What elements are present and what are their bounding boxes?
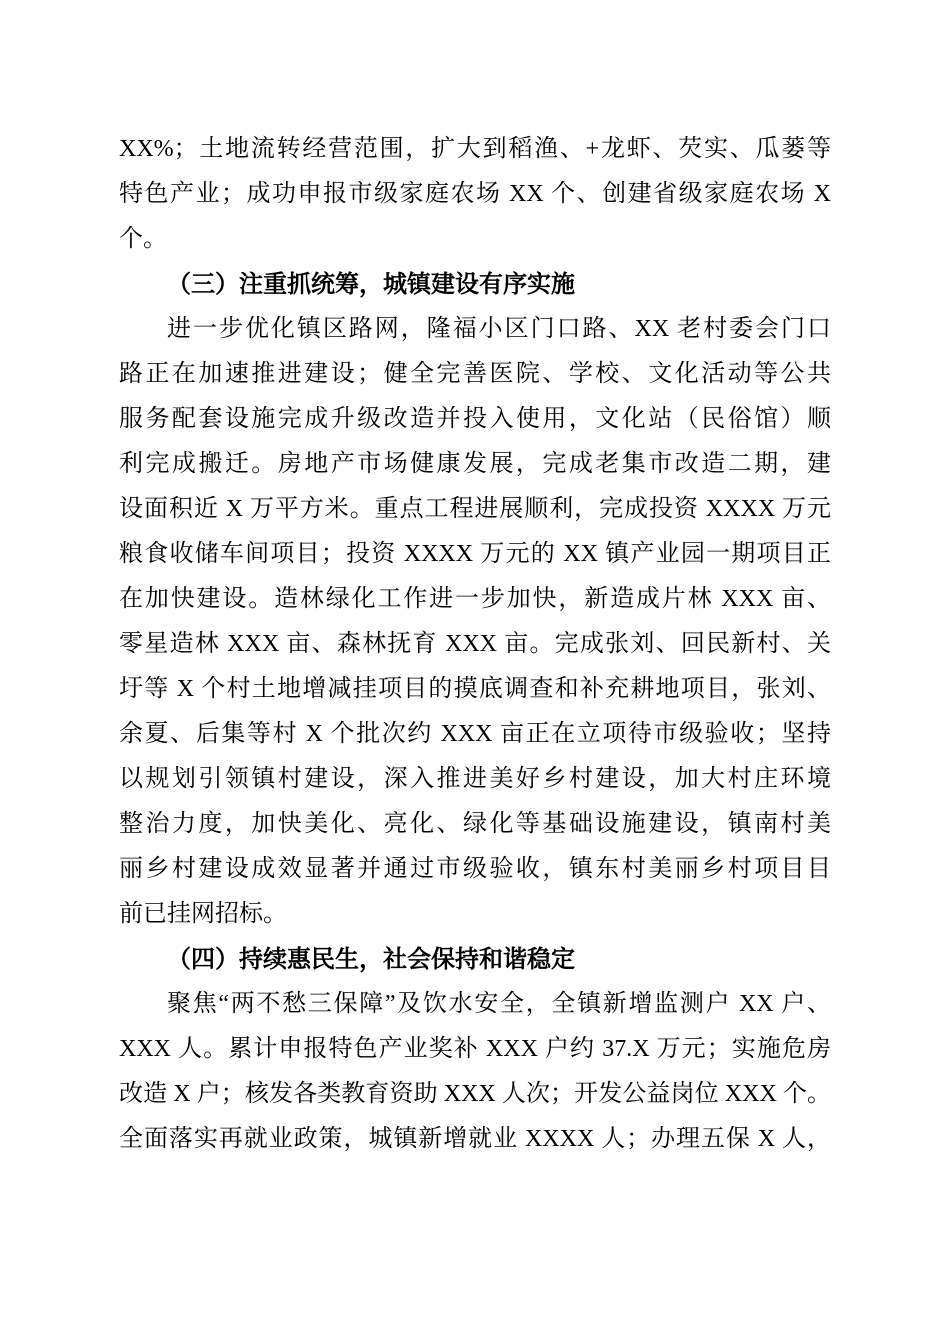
text-line: 前已挂网招标。: [119, 901, 287, 927]
text-line: 个。: [119, 226, 167, 252]
section-heading: （四）持续惠民生，社会保持和谐稳定: [167, 946, 575, 973]
text-line: XX%；土地流转经营范围，扩大到稻渔、+龙虾、芡实、瓜蒌等: [119, 136, 831, 162]
text-line: 整治力度，加快美化、亮化、绿化等基础设施建设，镇南村美: [119, 811, 831, 837]
section-heading-4: [119, 937, 831, 982]
text-line: 聚焦“两不愁三保障”及饮水安全，全镇新增监测户 XX 户、: [167, 991, 831, 1017]
text-line: 改造 X 户；核发各类教育资助 XXX 人次；开发公益岗位 XXX 个。: [119, 1081, 831, 1107]
text-line: 设面积近 X 万平方米。重点工程进展顺利，完成投资 XXXX 万元: [119, 496, 831, 522]
text-line: 利完成搬迁。房地产市场健康发展，完成老集市改造二期，建: [119, 451, 831, 477]
text-line: 圩等 X 个村土地增减挂项目的摸底调查和补充耕地项目，张刘、: [119, 676, 831, 702]
text-line: 粮食收储车间项目；投资 XXXX 万元的 XX 镇产业园一期项目正: [119, 541, 831, 567]
text-line: 特色产业；成功申报市级家庭农场 XX 个、创建省级家庭农场 X: [119, 181, 831, 207]
paragraph: [119, 307, 831, 937]
text-line: XXX 人。累计申报特色产业奖补 XXX 户约 37.X 万元；实施危房: [119, 1036, 831, 1062]
text-line: 服务配套设施完成升级改造并投入使用，文化站（民俗馆）顺: [119, 406, 831, 432]
section-heading: （三）注重抓统筹，城镇建设有序实施: [167, 271, 575, 298]
paragraph: [119, 982, 831, 1162]
text-line: 以规划引领镇村建设，深入推进美好乡村建设，加大村庄环境: [119, 766, 831, 792]
paragraph-continuation: [119, 127, 831, 262]
text-line: 进一步优化镇区路网，隆福小区门口路、XX 老村委会门口: [167, 316, 831, 342]
text-line: 全面落实再就业政策，城镇新增就业 XXXX 人；办理五保 X 人，: [119, 1126, 831, 1152]
text-line: 零星造林 XXX 亩、森林抚育 XXX 亩。完成张刘、回民新村、关: [119, 631, 831, 657]
section-heading-3: [119, 262, 831, 307]
text-line: 丽乡村建设成效显著并通过市级验收，镇东村美丽乡村项目目: [119, 856, 831, 882]
text-line: 余夏、后集等村 X 个批次约 XXX 亩正在立项待市级验收；坚持: [119, 721, 831, 747]
text-line: 在加快建设。造林绿化工作进一步加快，新造成片林 XXX 亩、: [119, 586, 831, 612]
text-line: 路正在加速推进建设；健全完善医院、学校、文化活动等公共: [119, 361, 831, 387]
